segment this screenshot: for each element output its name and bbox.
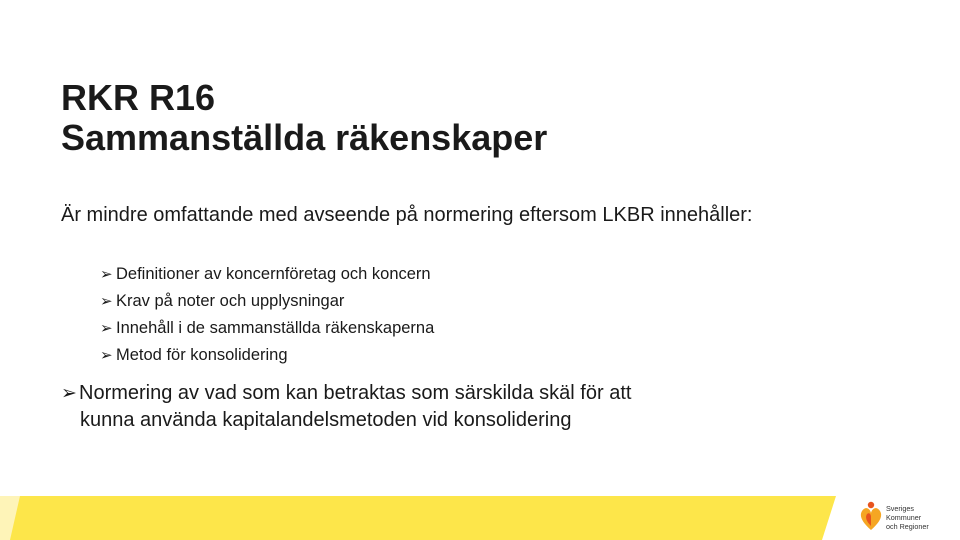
- main-point-line-1: Normering av vad som kan betraktas som särskilda skäl för att: [79, 382, 632, 404]
- arrow-bullet-icon: ➢: [100, 293, 113, 310]
- arrow-bullet-icon: ➢: [100, 266, 113, 283]
- footer-band: [0, 496, 960, 540]
- list-item: [100, 315, 434, 342]
- skr-logo-icon: [856, 500, 886, 536]
- logo-line: och Regioner: [886, 522, 929, 531]
- logo-line: Sveriges: [886, 504, 914, 513]
- title-line-2: Sammanställda räkenskaper: [61, 117, 548, 158]
- main-point-line-2: kunna använda kapitalandelsmetoden vid konsolidering: [80, 409, 572, 431]
- skr-logo: [854, 496, 944, 538]
- list-item-text: Definitioner av koncernföretag och koncern: [116, 265, 431, 283]
- list-item: [100, 342, 434, 369]
- arrow-bullet-icon: ➢: [100, 347, 113, 364]
- list-item: [100, 288, 434, 315]
- arrow-bullet-icon: ➢: [100, 320, 113, 337]
- title-line-1: RKR R16: [61, 77, 216, 118]
- list-item-text: Metod för konsolidering: [116, 346, 288, 364]
- logo-line: Kommuner: [886, 513, 922, 522]
- footer-band-shape: [0, 496, 960, 540]
- list-item: [100, 261, 434, 288]
- slide-title: [61, 78, 881, 158]
- list-item-text: Krav på noter och upplysningar: [116, 292, 345, 310]
- list-item-text: Innehåll i de sammanställda räkenskaperna: [116, 319, 435, 337]
- main-point: [61, 380, 821, 434]
- arrow-bullet-icon: ➢: [61, 383, 77, 404]
- definition-list: [100, 261, 434, 369]
- logo-text: [886, 504, 929, 531]
- intro-text: Är mindre omfattande med avseende på normering eftersom LKBR innehåller:: [61, 204, 753, 226]
